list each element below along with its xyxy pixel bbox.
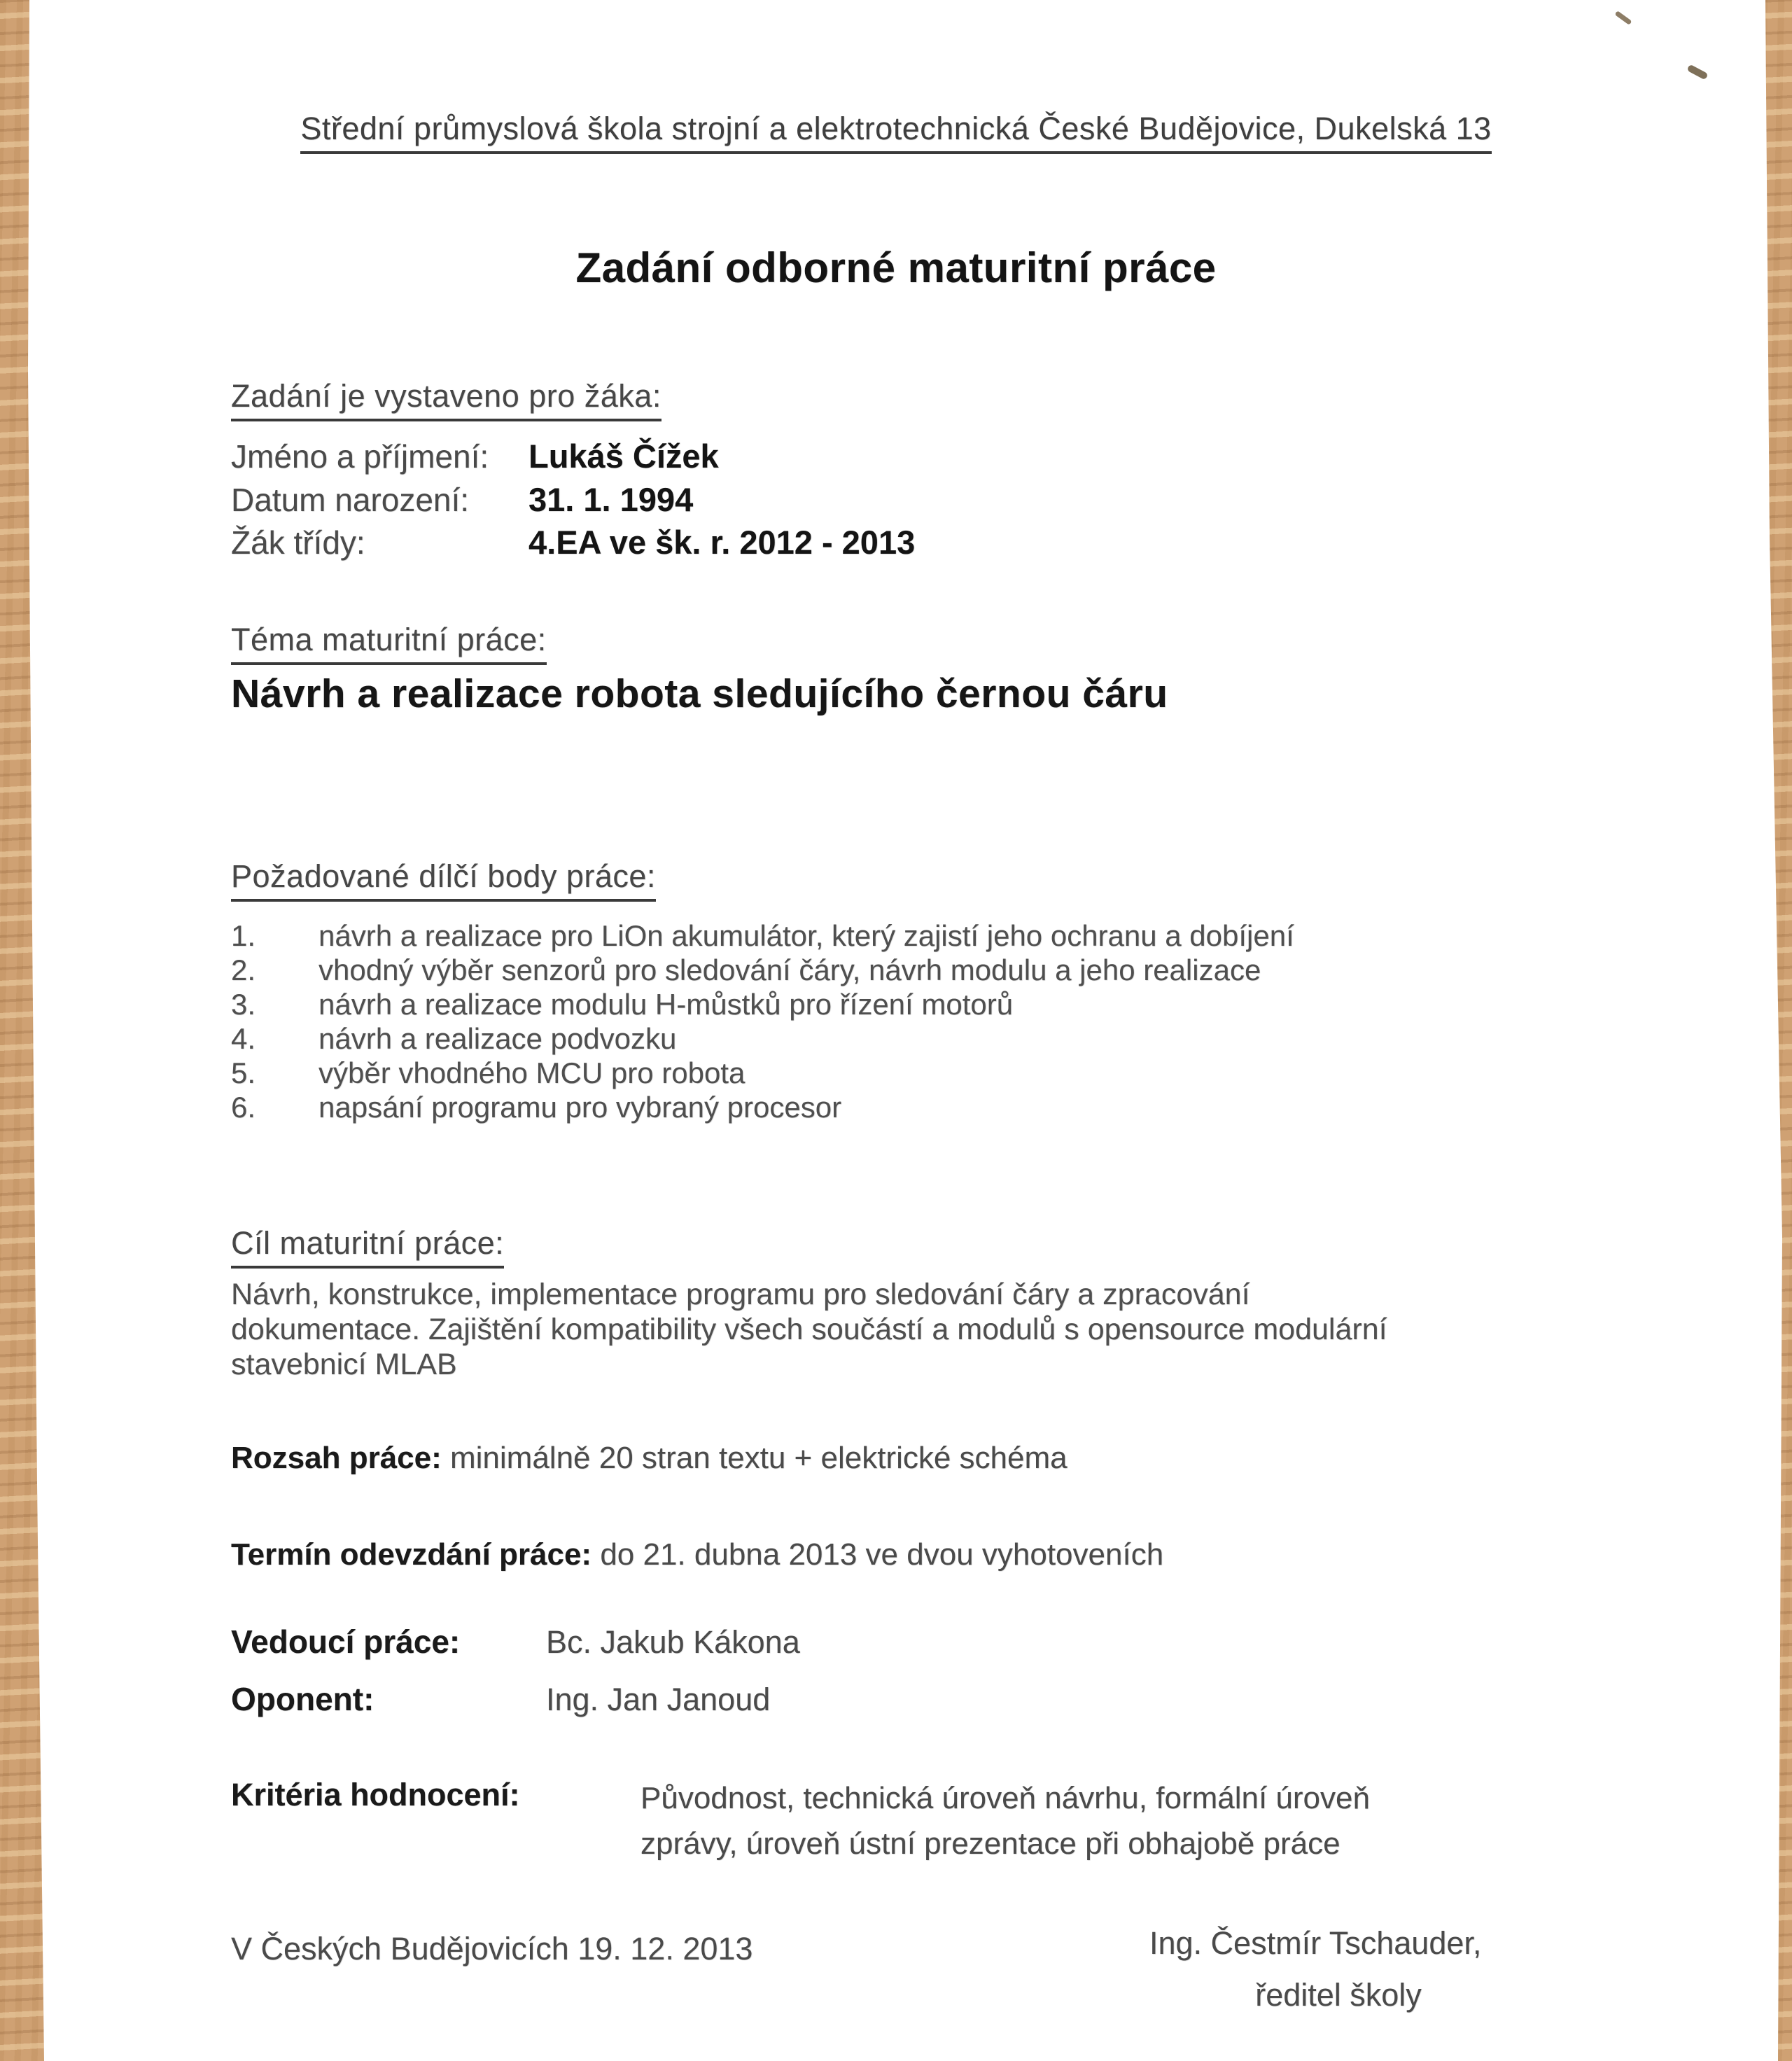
requirement-text: návrh a realizace pro LiOn akumulátor, který zajistí jeho ochranu a dobíjení [318,919,1294,952]
criteria-label: Kritéria hodnocení: [231,1777,520,1812]
desk-wood-right-edge [1761,0,1792,2061]
requirement-number: 4. [231,1022,256,1055]
student-birthdate-label: Datum narození: [231,482,470,518]
student-birthdate-value: 31. 1. 1994 [528,481,694,518]
student-class-label: Žák třídy: [231,524,365,561]
student-name-row [231,437,719,475]
requirement-item [231,1056,1294,1090]
student-class-row [231,523,915,561]
student-name-value: Lukáš Čížek [528,438,719,475]
student-birthdate-row [231,480,693,519]
deadline-row [231,1537,1163,1572]
deadline-label: Termín odevzdání práce: [231,1537,592,1572]
requirement-text: návrh a realizace podvozku [318,1022,677,1055]
topic-section-heading: Téma maturitní práce: [231,622,547,658]
requirement-text: výběr vhodného MCU pro robota [318,1056,746,1089]
requirement-number: 3. [231,988,256,1021]
requirement-number: 5. [231,1056,256,1089]
goal-line: dokumentace. Zajištění kompatibility všech součástí a modulů s opensource modulární [231,1313,1387,1346]
criteria-line: Původnost, technická úroveň návrhu, formální úroveň [640,1781,1370,1815]
thesis-topic-title: Návrh a realizace robota sledujícího černou čáru [231,671,1168,716]
requirement-item [231,1090,1294,1124]
school-header [231,111,1561,147]
requirement-item [231,1021,1294,1056]
desk-wood-left-edge [0,0,46,2061]
requirement-text: vhodný výběr senzorů pro sledování čáry, návrh modulu a jeho realizace [318,953,1261,986]
requirement-text: návrh a realizace modulu H-můstků pro řízení motorů [318,988,1014,1021]
requirements-section-heading: Požadované dílčí body práce: [231,858,656,895]
opponent-value: Ing. Jan Janoud [546,1682,771,1717]
supervisor-value: Bc. Jakub Kákona [546,1624,800,1660]
goal-section-heading: Cíl maturitní práce: [231,1225,504,1262]
signature-block [1149,1925,1527,2013]
scope-row [231,1441,1068,1476]
requirements-list [231,918,1294,1124]
school-header-text: Střední průmyslová škola strojní a elektrotechnická České Budějovice, Dukelská 13 [300,111,1491,154]
criteria-line: zprávy, úroveň ústní prezentace při obhajobě práce [640,1826,1340,1861]
requirement-number: 2. [231,953,256,986]
requirement-item [231,987,1294,1021]
deadline-value: do 21. dubna 2013 ve dvou vyhotoveních [592,1537,1164,1572]
scope-value: minimálně 20 stran textu + elektrické schéma [441,1441,1068,1475]
requirement-item [231,953,1294,987]
criteria-text [640,1775,1370,1866]
requirement-item [231,918,1294,953]
opponent-label: Oponent: [231,1681,374,1717]
signer-name: Ing. Čestmír Tschauder, [1149,1925,1482,1961]
scope-label: Rozsah práce: [231,1441,442,1475]
document-title: Zadání odborné maturitní práce [575,244,1217,291]
scan-speck [1686,64,1708,81]
student-section-heading: Zadání je vystaveno pro žáka: [231,378,662,414]
signer-title: ředitel školy [1255,1977,1422,2013]
goal-line: Návrh, konstrukce, implementace programu pro sledování čáry a zpracování [231,1278,1250,1311]
supervisor-row [231,1623,800,1661]
student-name-label: Jméno a příjmení: [231,438,489,475]
requirement-number: 6. [231,1091,256,1124]
opponent-row [231,1680,770,1718]
student-class-value: 4.EA ve šk. r. 2012 - 2013 [528,524,916,561]
requirement-text: napsání programu pro vybraný procesor [318,1091,842,1124]
goal-paragraph [231,1277,1387,1382]
scan-speck [1614,11,1632,25]
place-and-date: V Českých Budějovicích 19. 12. 2013 [231,1931,753,1966]
requirement-number: 1. [231,919,256,952]
goal-line: stavebnicí MLAB [231,1348,457,1381]
supervisor-label: Vedoucí práce: [231,1623,461,1660]
